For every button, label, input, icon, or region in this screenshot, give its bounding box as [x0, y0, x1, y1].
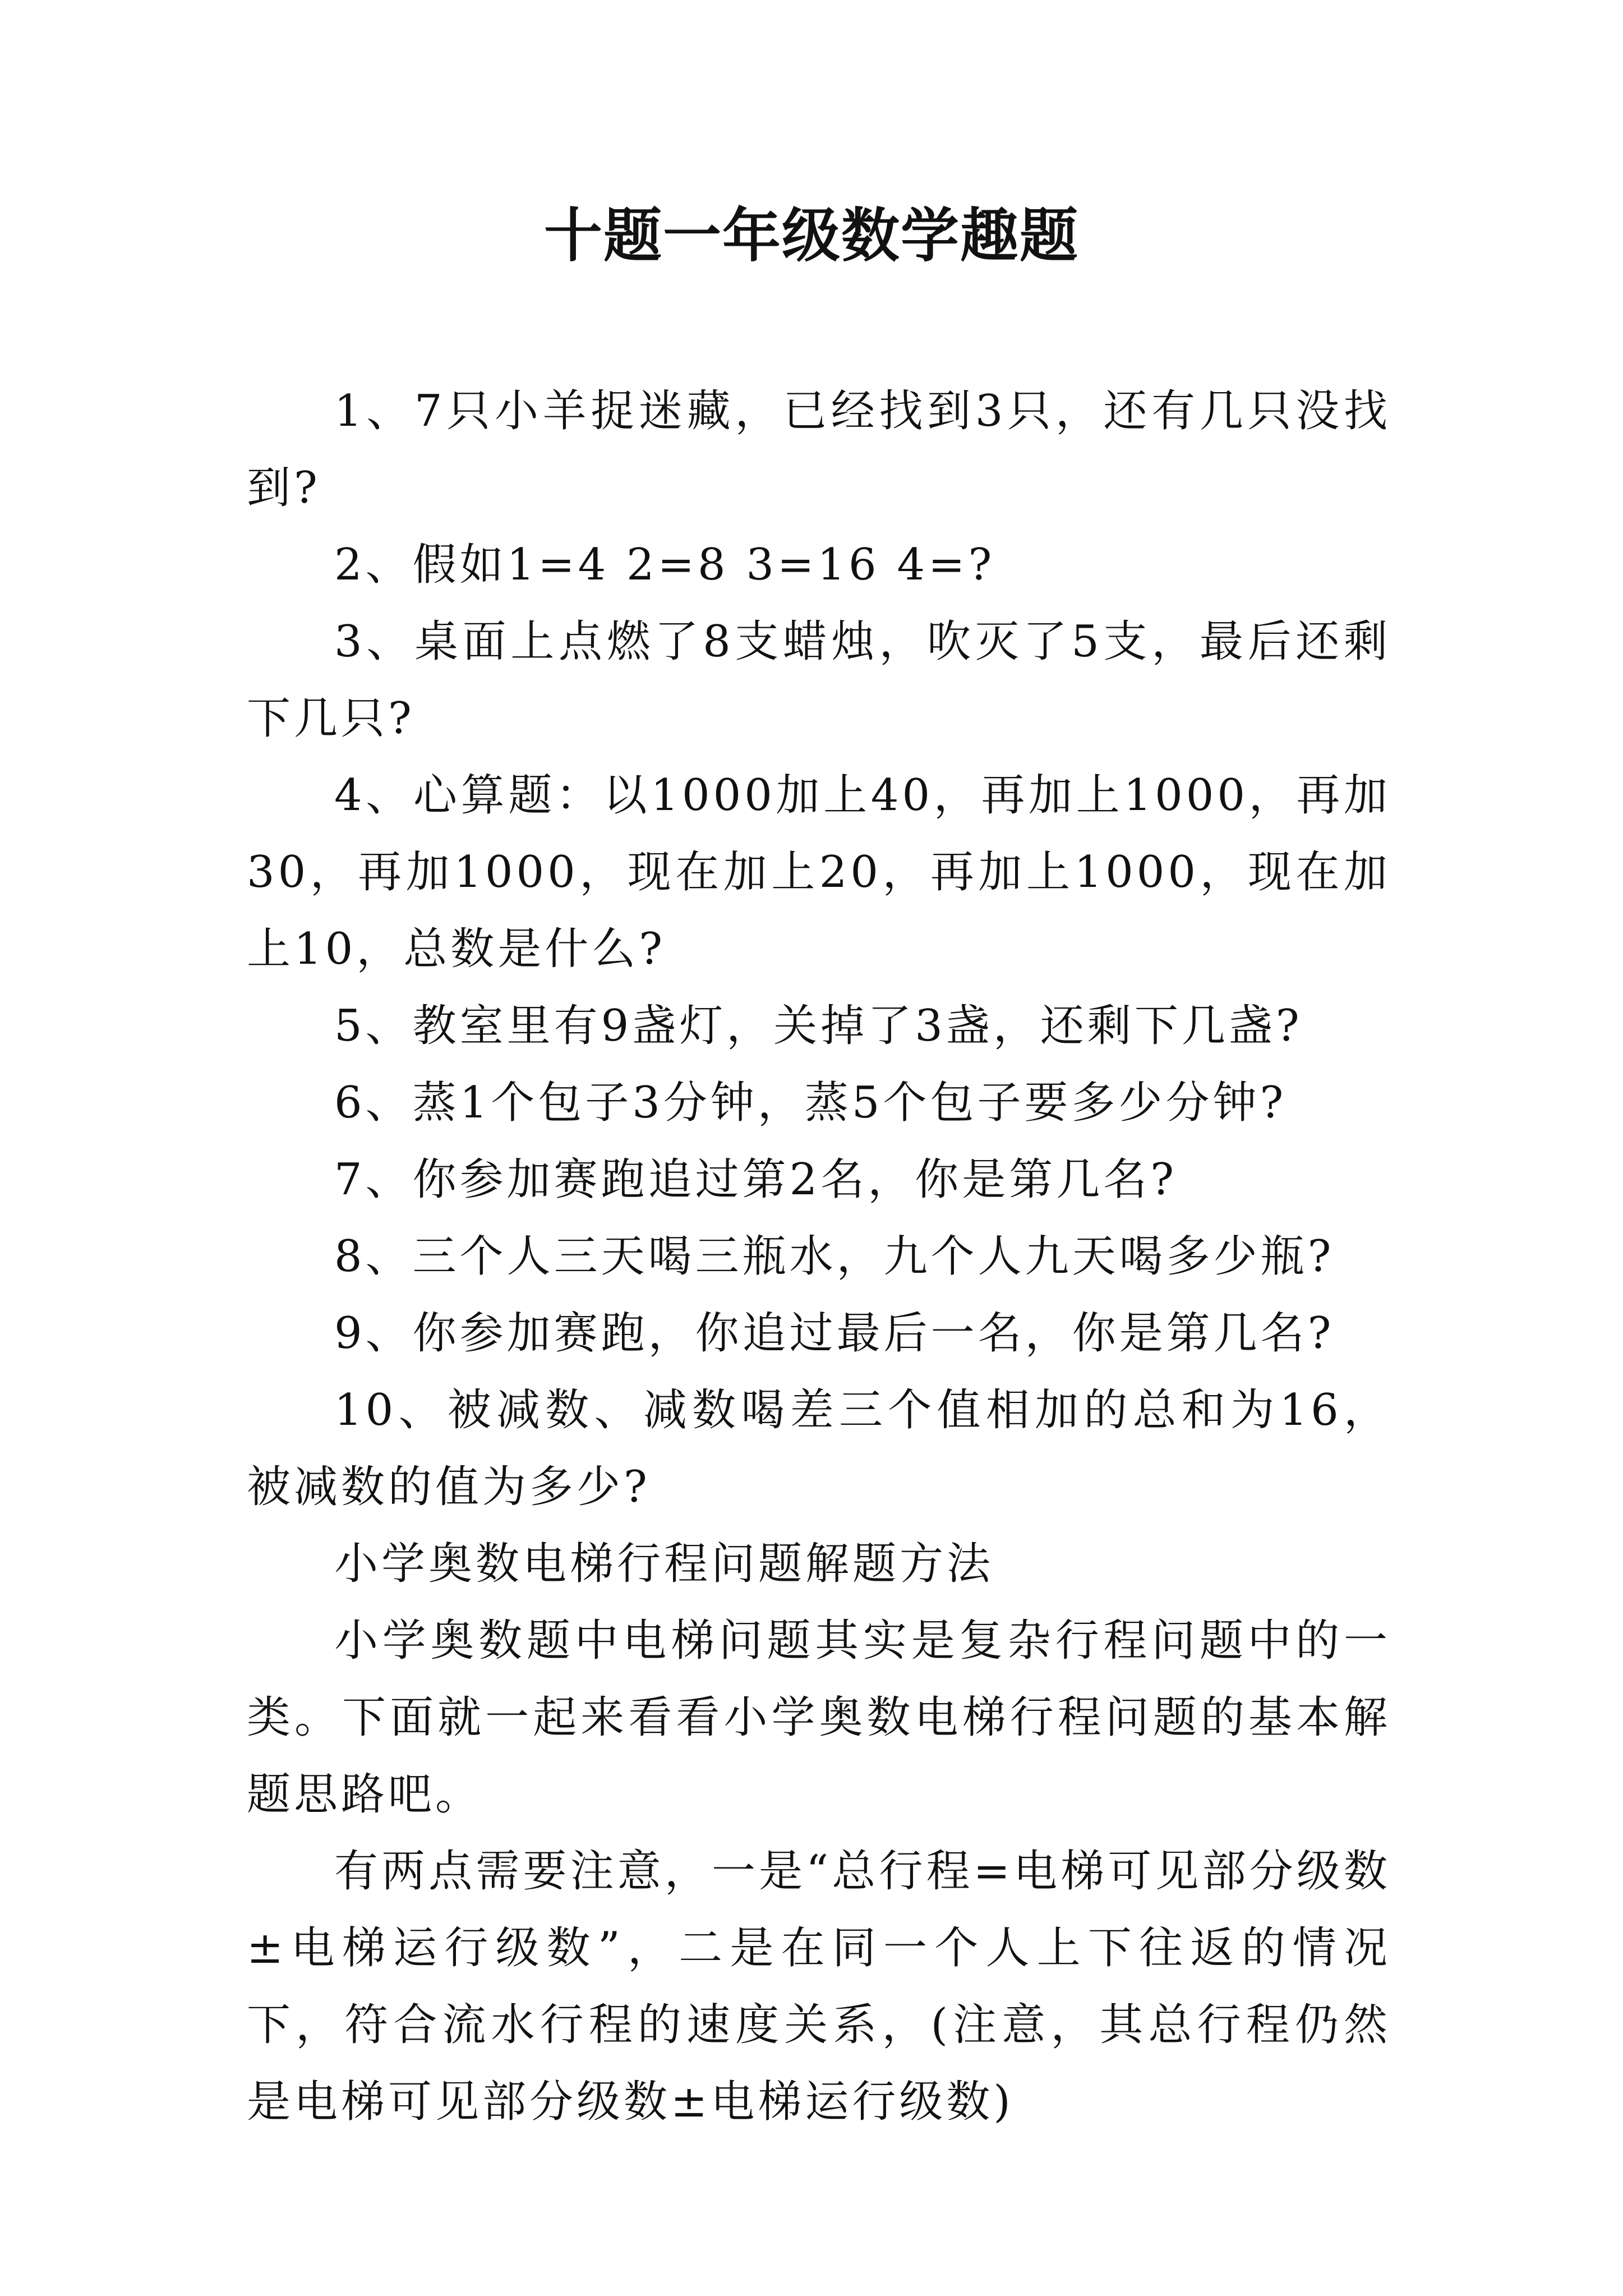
document-body — [247, 373, 1391, 2141]
paragraph: 4、心算题：以1000加上40，再加上1000，再加30，再加1000，现在加上20，再加上1000，现在加上10，总数是什么? — [247, 770, 1391, 974]
paragraph: 1、7只小羊捉迷藏，已经找到3只，还有几只没找到? — [247, 386, 1391, 513]
paragraph: 7、你参加赛跑追过第2名，你是第几名? — [334, 1154, 1178, 1205]
paragraph: 有两点需要注意，一是“总行程=电梯可见部分级数±电梯运行级数”，二是在同一个人上下往返的情况下，符合流水行程的速度关系，(注意，其总行程仍然是电梯可见部分级数±电梯运行级数) — [247, 1846, 1391, 2127]
paragraph: 5、教室里有9盏灯，关掉了3盏，还剩下几盏? — [334, 1001, 1303, 1051]
paragraph: 3、桌面上点燃了8支蜡烛，吹灭了5支，最后还剩下几只? — [247, 616, 1391, 744]
section-heading: 小学奥数电梯行程问题解题方法 — [334, 1539, 994, 1589]
paragraph: 10、被减数、减数喝差三个值相加的总和为16，被减数的值为多少? — [247, 1385, 1391, 1512]
paragraph: 小学奥数题中电梯问题其实是复杂行程问题中的一类。下面就一起来看看小学奥数电梯行程问题的基本解题思路吧。 — [247, 1616, 1391, 1820]
document-title: 十题一年级数学趣题 — [543, 201, 1079, 270]
paragraph: 6、蒸1个包子3分钟，蒸5个包子要多少分钟? — [334, 1078, 1287, 1128]
paragraph: 8、三个人三天喝三瓶水，九个人九天喝多少瓶? — [334, 1231, 1335, 1282]
paragraph: 2、假如1=4 2=8 3=16 4=? — [334, 540, 995, 590]
paragraph: 9、你参加赛跑，你追过最后一名，你是第几名? — [334, 1308, 1335, 1359]
